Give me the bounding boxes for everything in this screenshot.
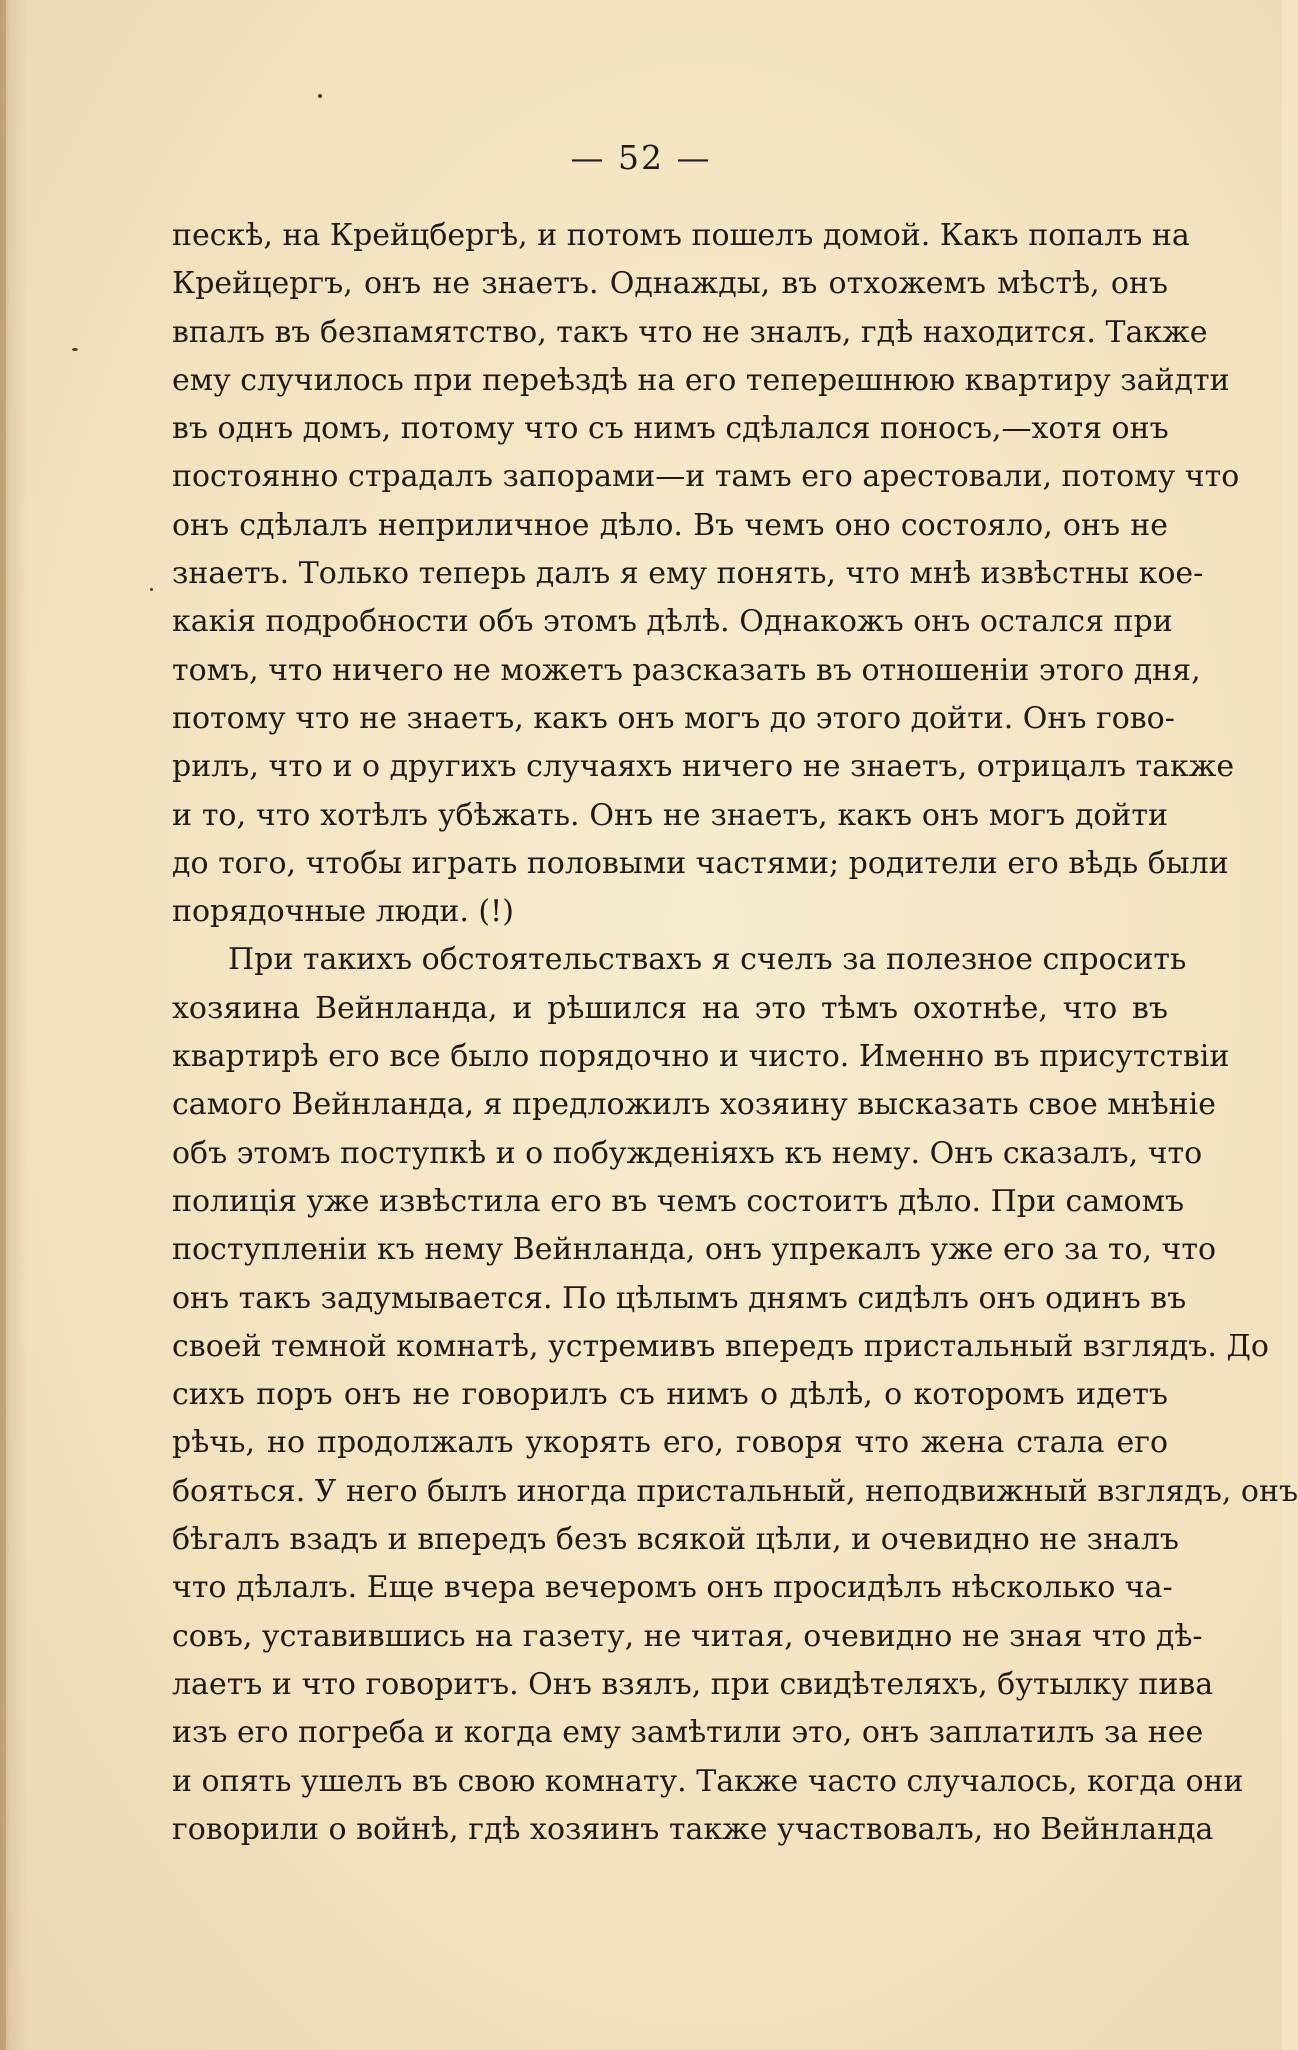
text-line: знаетъ. Только теперь далъ я ему понять, что мнѣ извѣстны кое- [172, 556, 1204, 592]
text-line: до того, чтобы играть половыми частями; родители его вѣдь были [172, 845, 1229, 881]
text-line: говорили о войнѣ, гдѣ хозяинъ также участвовалъ, но Вейнланда [172, 1811, 1214, 1847]
text-line: пескѣ, на Крейцбергѣ, и потомъ пошелъ домой. Какъ попалъ на [172, 218, 1190, 253]
text-line: сихъ поръ онъ не говорилъ съ нимъ о дѣлѣ, о которомъ идетъ [172, 1377, 1168, 1413]
text-line: въ однъ домъ, потому что съ нимъ сдѣлался поносъ,—хотя онъ [172, 411, 1169, 447]
text-line: бояться. У него былъ иногда пристальный, неподвижный взглядъ, онъ [172, 1473, 1298, 1509]
text-line: Крейцергъ, онъ не знаетъ. Однажды, въ отхожемъ мѣстѣ, онъ [172, 266, 1168, 302]
text-line: впалъ въ безпамятство, такъ что не зналъ, гдѣ находится. Также [172, 314, 1208, 350]
page-text [172, 212, 1298, 1854]
text-line: поступленіи къ нему Вейнланда, онъ упрекалъ уже его за то, что [172, 1232, 1217, 1268]
text-line: самого Вейнланда, я предложилъ хозяину высказать свое мнѣніе [172, 1087, 1217, 1123]
text-line: изъ его погреба и когда ему замѣтили это, онъ заплатилъ за нее [172, 1715, 1204, 1751]
page-edge-shadow [0, 0, 6, 2050]
text-line: совъ, уставившись на газету, не читая, очевидно не зная что дѣ- [172, 1618, 1203, 1654]
text-line: лаетъ и что говоритъ. Онъ взялъ, при свидѣтеляхъ, бутылку пива [172, 1666, 1214, 1702]
text-line: и то, что хотѣлъ убѣжать. Онъ не знаетъ, какъ онъ могъ дойти [172, 797, 1168, 833]
text-line: объ этомъ поступкѣ и о побужденіяхъ къ нему. Онъ сказалъ, что [172, 1135, 1203, 1171]
text-line: полиція уже извѣстила его въ чемъ состоитъ дѣло. При самомъ [172, 1183, 1185, 1219]
text-line: постоянно страдалъ запорами—и тамъ его арестовали, потому что [172, 459, 1240, 495]
text-line: томъ, что ничего не можетъ разсказать въ отношеніи этого дня, [172, 652, 1201, 688]
text-line: квартирѣ его все было порядочно и чисто. Именно въ присутствіи [172, 1039, 1230, 1075]
text-line: ему случилось при переѣздѣ на его теперешнюю квартиру зайдти [172, 362, 1230, 398]
text-line: рѣчь, но продолжалъ укорять его, говоря что жена стала его [172, 1425, 1168, 1461]
text-line: и опять ушелъ въ свою комнату. Также часто случалось, когда они [172, 1763, 1244, 1799]
text-line: что дѣлалъ. Еще вчера вечеромъ онъ просидѣлъ нѣсколько ча- [172, 1570, 1173, 1606]
print-speck [72, 348, 78, 351]
text-line: онъ сдѣлалъ неприличное дѣло. Въ чемъ оно состояло, онъ не [172, 507, 1168, 543]
text-line: потому что не знаетъ, какъ онъ могъ до этого дойти. Онъ гово- [172, 700, 1175, 736]
text-line: какія подробности объ этомъ дѣлѣ. Однакожъ онъ остался при [172, 604, 1173, 640]
text-line: хозяина Вейнланда, и рѣшился на это тѣмъ охотнѣе, что въ [172, 990, 1168, 1026]
text-line: При такихъ обстоятельствахъ я счелъ за полезное спросить [228, 942, 1187, 978]
page-number: — 52 — [570, 138, 712, 177]
text-line: онъ такъ задумывается. По цѣлымъ днямъ сидѣлъ онъ одинъ въ [172, 1280, 1187, 1316]
text-line: бѣгалъ взадъ и впередъ безъ всякой цѣли, и очевидно не зналъ [172, 1522, 1179, 1558]
text-line: рилъ, что и о другихъ случаяхъ ничего не знаетъ, отрицалъ также [172, 749, 1235, 785]
text-line: порядочные люди. (!) [172, 894, 514, 930]
print-speck [150, 588, 153, 591]
print-speck [318, 94, 322, 98]
text-line: своей темной комнатѣ, устремивъ впередъ пристальный взглядъ. До [172, 1328, 1269, 1364]
